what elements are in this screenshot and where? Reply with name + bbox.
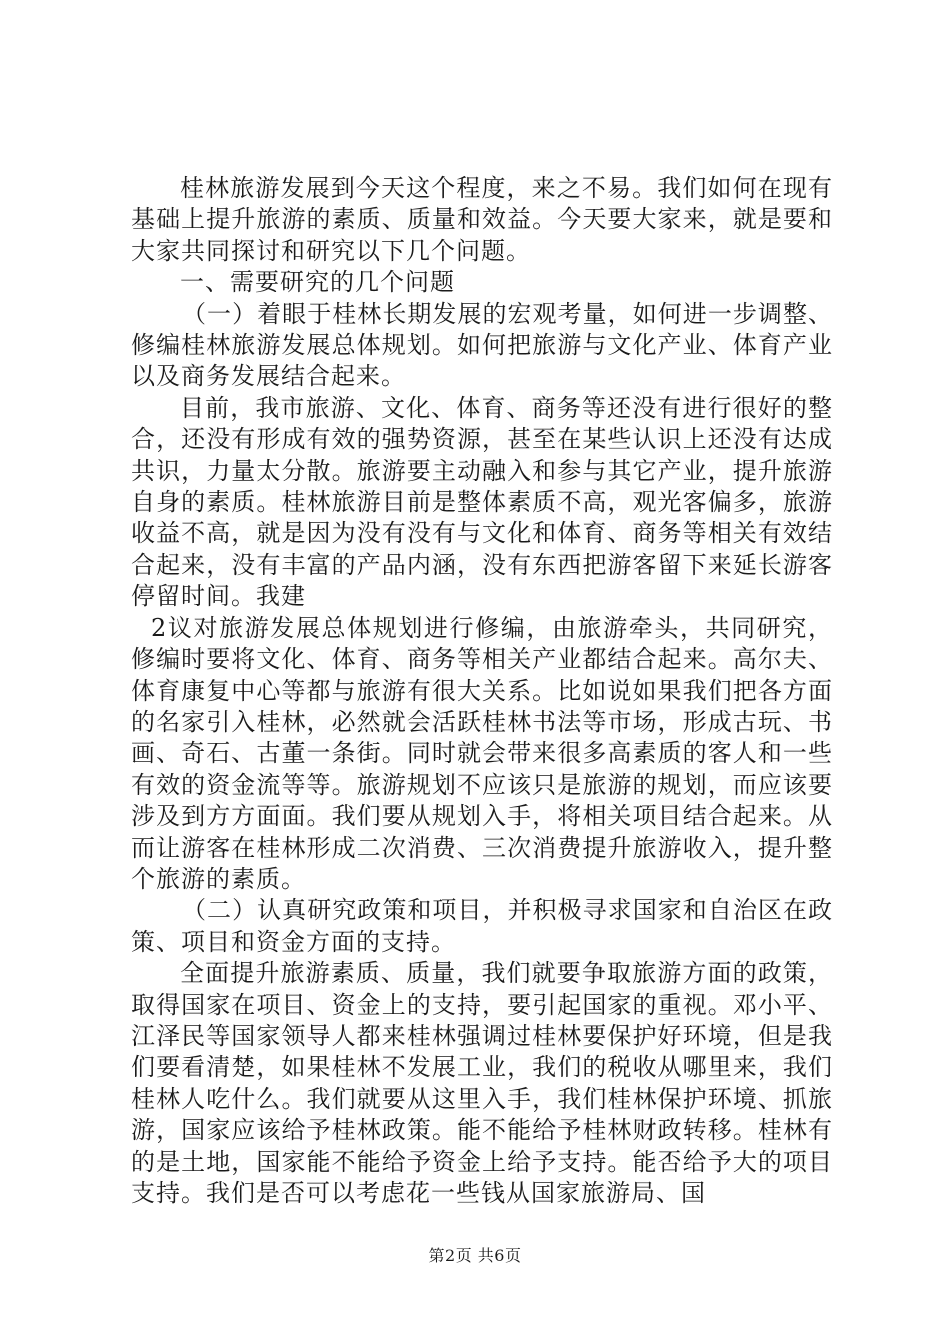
paragraph-body-3: 全面提升旅游素质、质量，我们就要争取旅游方面的政策，取得国家在项目、资金上的支持，要引起国家的重视。邓小平、江泽民等国家领导人都来桂林强调过桂林要保护好环境，但是我们要看清楚，如果桂林不发展工业，我们的税收从哪里来，我们桂林人吃什么。我们就要从这里入手，我们桂林保护环境、抓旅游，国家应该给予桂林政策。能不能给予桂林财政转移。桂林有的是土地，国家能不能给予资金上给予支持。能否给予大的项目支持。我们是否可以考虑花一些钱从国家旅游局、国 <box>131 959 833 1207</box>
paragraph-body-1: 目前，我市旅游、文化、体育、商务等还没有进行很好的整合，还没有形成有效的强势资源，甚至在某些认识上还没有达成共识，力量太分散。旅游要主动融入和参与其它产业，提升旅游自身的素质。桂林旅游目前是整体素质不高，观光客偏多，旅游收益不高，就是因为没有没有与文化和体育、商务等相关有效结合起来，没有丰富的产品内涵，没有东西把游客留下来延长游客停留时间。我建 <box>131 393 833 611</box>
page-footer: 第2页 共6页 <box>428 1246 522 1265</box>
subsection-heading-1: （一）着眼于桂林长期发展的宏观考量，如何进一步调整、修编桂林旅游发展总体规划。如何把旅游与文化产业、体育产业以及商务发展结合起来。 <box>131 299 833 391</box>
section-heading: 一、需要研究的几个问题 <box>180 268 455 297</box>
document-body <box>131 173 833 1209</box>
subsection-heading-2: （二）认真研究政策和项目，并积极寻求国家和自治区在政策、项目和资金方面的支持。 <box>131 896 833 956</box>
paragraph-intro: 桂林旅游发展到今天这个程度，来之不易。我们如何在现有基础上提升旅游的素质、质量和效益。今天要大家来，就是要和大家共同探讨和研究以下几个问题。 <box>131 174 833 265</box>
paragraph-body-2: 2议对旅游发展总体规划进行修编，由旅游牵头，共同研究，修编时要将文化、体育、商务等相关产业都结合起来。高尔夫、体育康复中心等都与旅游有很大关系。比如说如果我们把各方面的名家引入桂林，必然就会活跃桂林书法等市场，形成古玩、书画、奇石、古董一条街。同时就会带来很多高素质的客人和一些有效的资金流等等。旅游规划不应该只是旅游的规划，而应该要涉及到方方面面。我们要从规划入手，将相关项目结合起来。从而让游客在桂林形成二次消费、三次消费提升旅游收入，提升整个旅游的素质。 <box>131 613 833 893</box>
